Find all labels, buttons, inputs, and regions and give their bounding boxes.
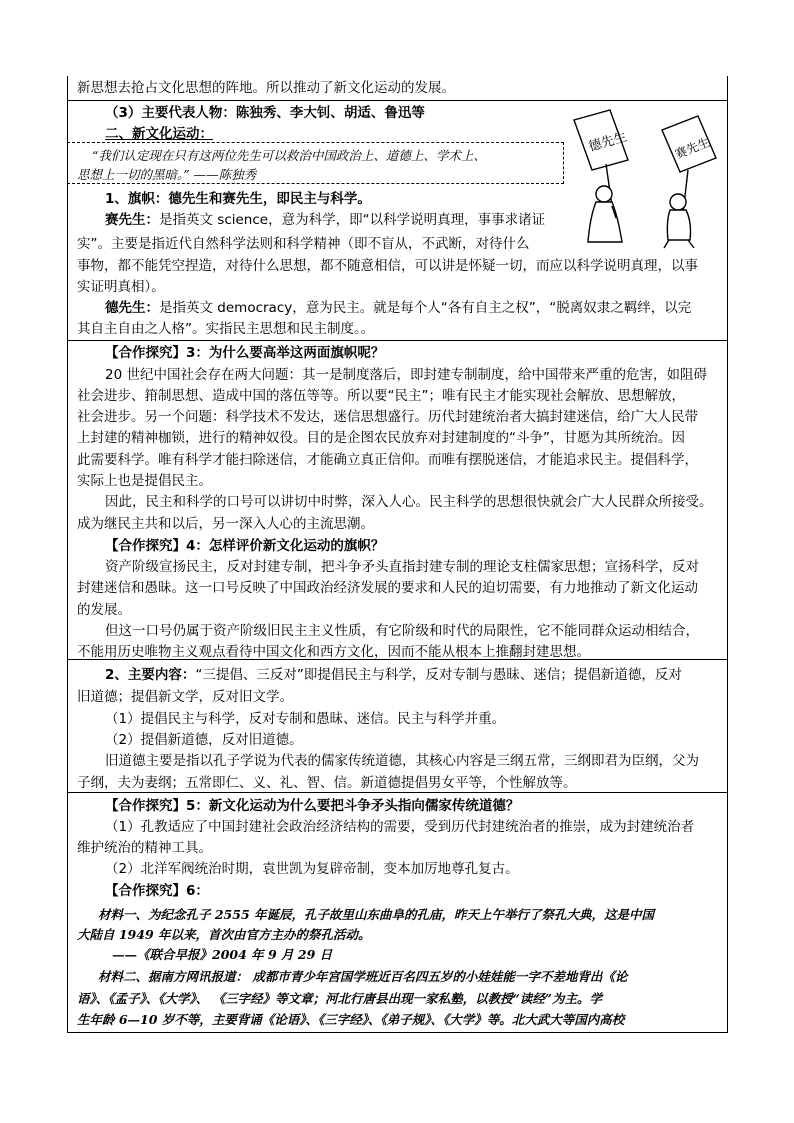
text-line: 但这一口号仍属于资产阶级旧民主主义性质，有它阶级和时代的局限性，它不能同群众运动相结合， <box>105 623 699 639</box>
text-line: 事物，都不能凭空捏造，对待什么思想，都不随意相信，可以讲是怀疑一切，而应以科学说明真理，以事 <box>77 258 698 274</box>
de-text: 是指英文 democracy，意为民主。就是每个人“各有自主之权”，“脱离奴隶之羁绊，以完 <box>159 300 692 316</box>
divider <box>67 100 728 101</box>
material-line: 材料一、为纪念孔子 2555 年诞辰，孔子故里山东曲阜的孔庙，昨天上午举行了祭孔大典，这是中国 <box>98 907 654 922</box>
content-heading: 2、主要内容： <box>105 667 196 683</box>
text-line: 旧道德；提倡新文学，反对旧文学。 <box>77 689 293 705</box>
inquiry-heading-4: 【合作探究】4：怎样评价新文化运动的旗帜？ <box>105 538 385 554</box>
inquiry-heading-6: 【合作探究】6： <box>105 883 209 899</box>
text-line: （2）北洋军阀统治时期，袁世凯为复辟帝制，变本加厉地尊孔复古。 <box>105 861 519 877</box>
text-line: 因此，民主和科学的口号可以讲切中时弊，深入人心。民主科学的思想很快就会广大人民群众所接受。 <box>105 494 713 510</box>
sign-left-text: 德先生 <box>587 129 629 155</box>
heading-representatives: （3）主要代表人物：陈独秀、李大钊、胡适、鲁迅等 <box>105 105 425 121</box>
text-line: 实际上也是提倡民主。 <box>77 473 212 489</box>
text-line: 实证明真相）。 <box>77 279 165 295</box>
text-line: 实”。主要是指近代自然科学法则和科学精神（即不盲从，不武断，对待什么 <box>77 236 530 252</box>
text-line: 上封建的精神枷锁，进行的精神奴役。目的是企图农民放弃对封建制度的“斗争”，甘愿为其所统治。因 <box>77 430 685 446</box>
sign-right-text: 赛先生 <box>673 135 712 162</box>
material-line: 大陆自 1949 年以来，首次由官方主办的祭孔活动。 <box>77 927 371 942</box>
text-line: 20 世纪中国社会存在两大问题：其一是制度落后，即封建专制制度，给中国带来严重的危害，如阻碍 <box>105 367 707 383</box>
text-line: （2）提倡新道德，反对旧道德。 <box>105 732 303 748</box>
material-source: ——《联合早报》2004 年 9 月 29 日 <box>112 947 333 962</box>
material-line: 材料二、据南方网讯报道： 成都市青少年宫国学班近百名四五岁的小娃娃能一字不差地背出《论 <box>98 969 628 984</box>
material-line: 语》、《孟子》、《大学》、 《三字经》等文章；河北行唐县出现一家私塾，以教授“读经”为主。学 <box>77 991 602 1006</box>
text-line: （1）孔教适应了中国封建社会政治经济结构的需要，受到历代封建统治者的推崇，成为封建统治者 <box>105 819 695 835</box>
text-line: 资产阶级宣扬民主，反对封建专制，把斗争矛头直指封建专制的理论支柱儒家思想；宣扬科学，反对 <box>105 559 699 575</box>
text-line <box>105 211 545 229</box>
text-line: 子纲，夫为妻纲；五常即仁、义、礼、智、信。新道德提倡男女平等，个性解放等。 <box>77 775 577 791</box>
text-line: （1）提倡民主与科学，反对专制和愚昧、迷信。民主与科学并重。 <box>105 711 506 727</box>
de-label: 德先生： <box>105 300 159 316</box>
banner-heading: 1、旗帜：德先生和赛先生，即民主与科学。 <box>105 191 371 207</box>
inquiry-heading-3: 【合作探究】3：为什么要高举这两面旗帜呢？ <box>105 345 385 361</box>
quote-line: “我们认定现在只有这两位先生可以救治中国政治上、道德上、学术上、 <box>92 148 486 163</box>
content-text: “三提倡、三反对”即提倡民主与科学，反对专制与愚昧、迷信；提倡新道德，反对 <box>195 667 682 683</box>
material-line: 生年龄 6—10 岁不等，主要背诵《论语》、《三字经》、《弟子规》、《大学》等。北大武大等国内高校 <box>77 1012 625 1027</box>
text-line: 旧道德主要是指以孔子学说为代表的儒家传统道德，其核心内容是三纲五常，三纲即君为臣纲，父为 <box>105 753 699 769</box>
text-line: 维护统治的精神工具。 <box>77 840 212 856</box>
text-line: 此需要科学。唯有科学才能扫除迷信，才能确立真正信仰。而唯有摆脱迷信，才能追求民主。提倡科学， <box>77 452 698 468</box>
text-line: 社会进步、箝制思想、造成中国的落伍等等。所以要“民主”；唯有民主才能实现社会解放、思想解放， <box>77 388 685 404</box>
text-line: 的发展。 <box>77 602 131 618</box>
sai-text: 是指英文 science，意为科学，即“以科学说明真理，事事求诸证 <box>159 212 546 228</box>
text-line <box>105 299 691 317</box>
inquiry-heading-5: 【合作探究】5：新文化运动为什么要把斗争矛头指向儒家传统道德？ <box>105 798 520 814</box>
mr-de-mr-sai-illustration <box>570 102 724 250</box>
text-line <box>105 666 682 684</box>
sai-label: 赛先生： <box>105 212 159 228</box>
text-line: 成为继民主共和以后，另一深入人心的主流思潮。 <box>77 516 374 532</box>
text-line: 其自主自由之人格”。实指民主思想和民主制度。。 <box>77 321 375 337</box>
text-line: 封建迷信和愚昧。这一口号反映了中国政治经济发展的要求和人民的迫切需要，有力地推动了新文化运动 <box>77 580 698 596</box>
text-line: 新思想去抢占文化思想的阵地。所以推动了新文化运动的发展。 <box>77 80 455 96</box>
text-line: 社会进步。另一个问题：科学技术不发达，迷信思想盛行。历代封建统治者大搞封建迷信，给广大人民带 <box>77 409 698 425</box>
quote-line: 思想上一切的黑暗。” ——陈独秀 <box>77 167 257 182</box>
heading-new-culture: 二、新文化运动： <box>105 126 213 142</box>
text-line: 不能用历史唯物主义观点看待中国文化和西方文化，因而不能从根本上推翻封建思想。 <box>77 644 590 660</box>
